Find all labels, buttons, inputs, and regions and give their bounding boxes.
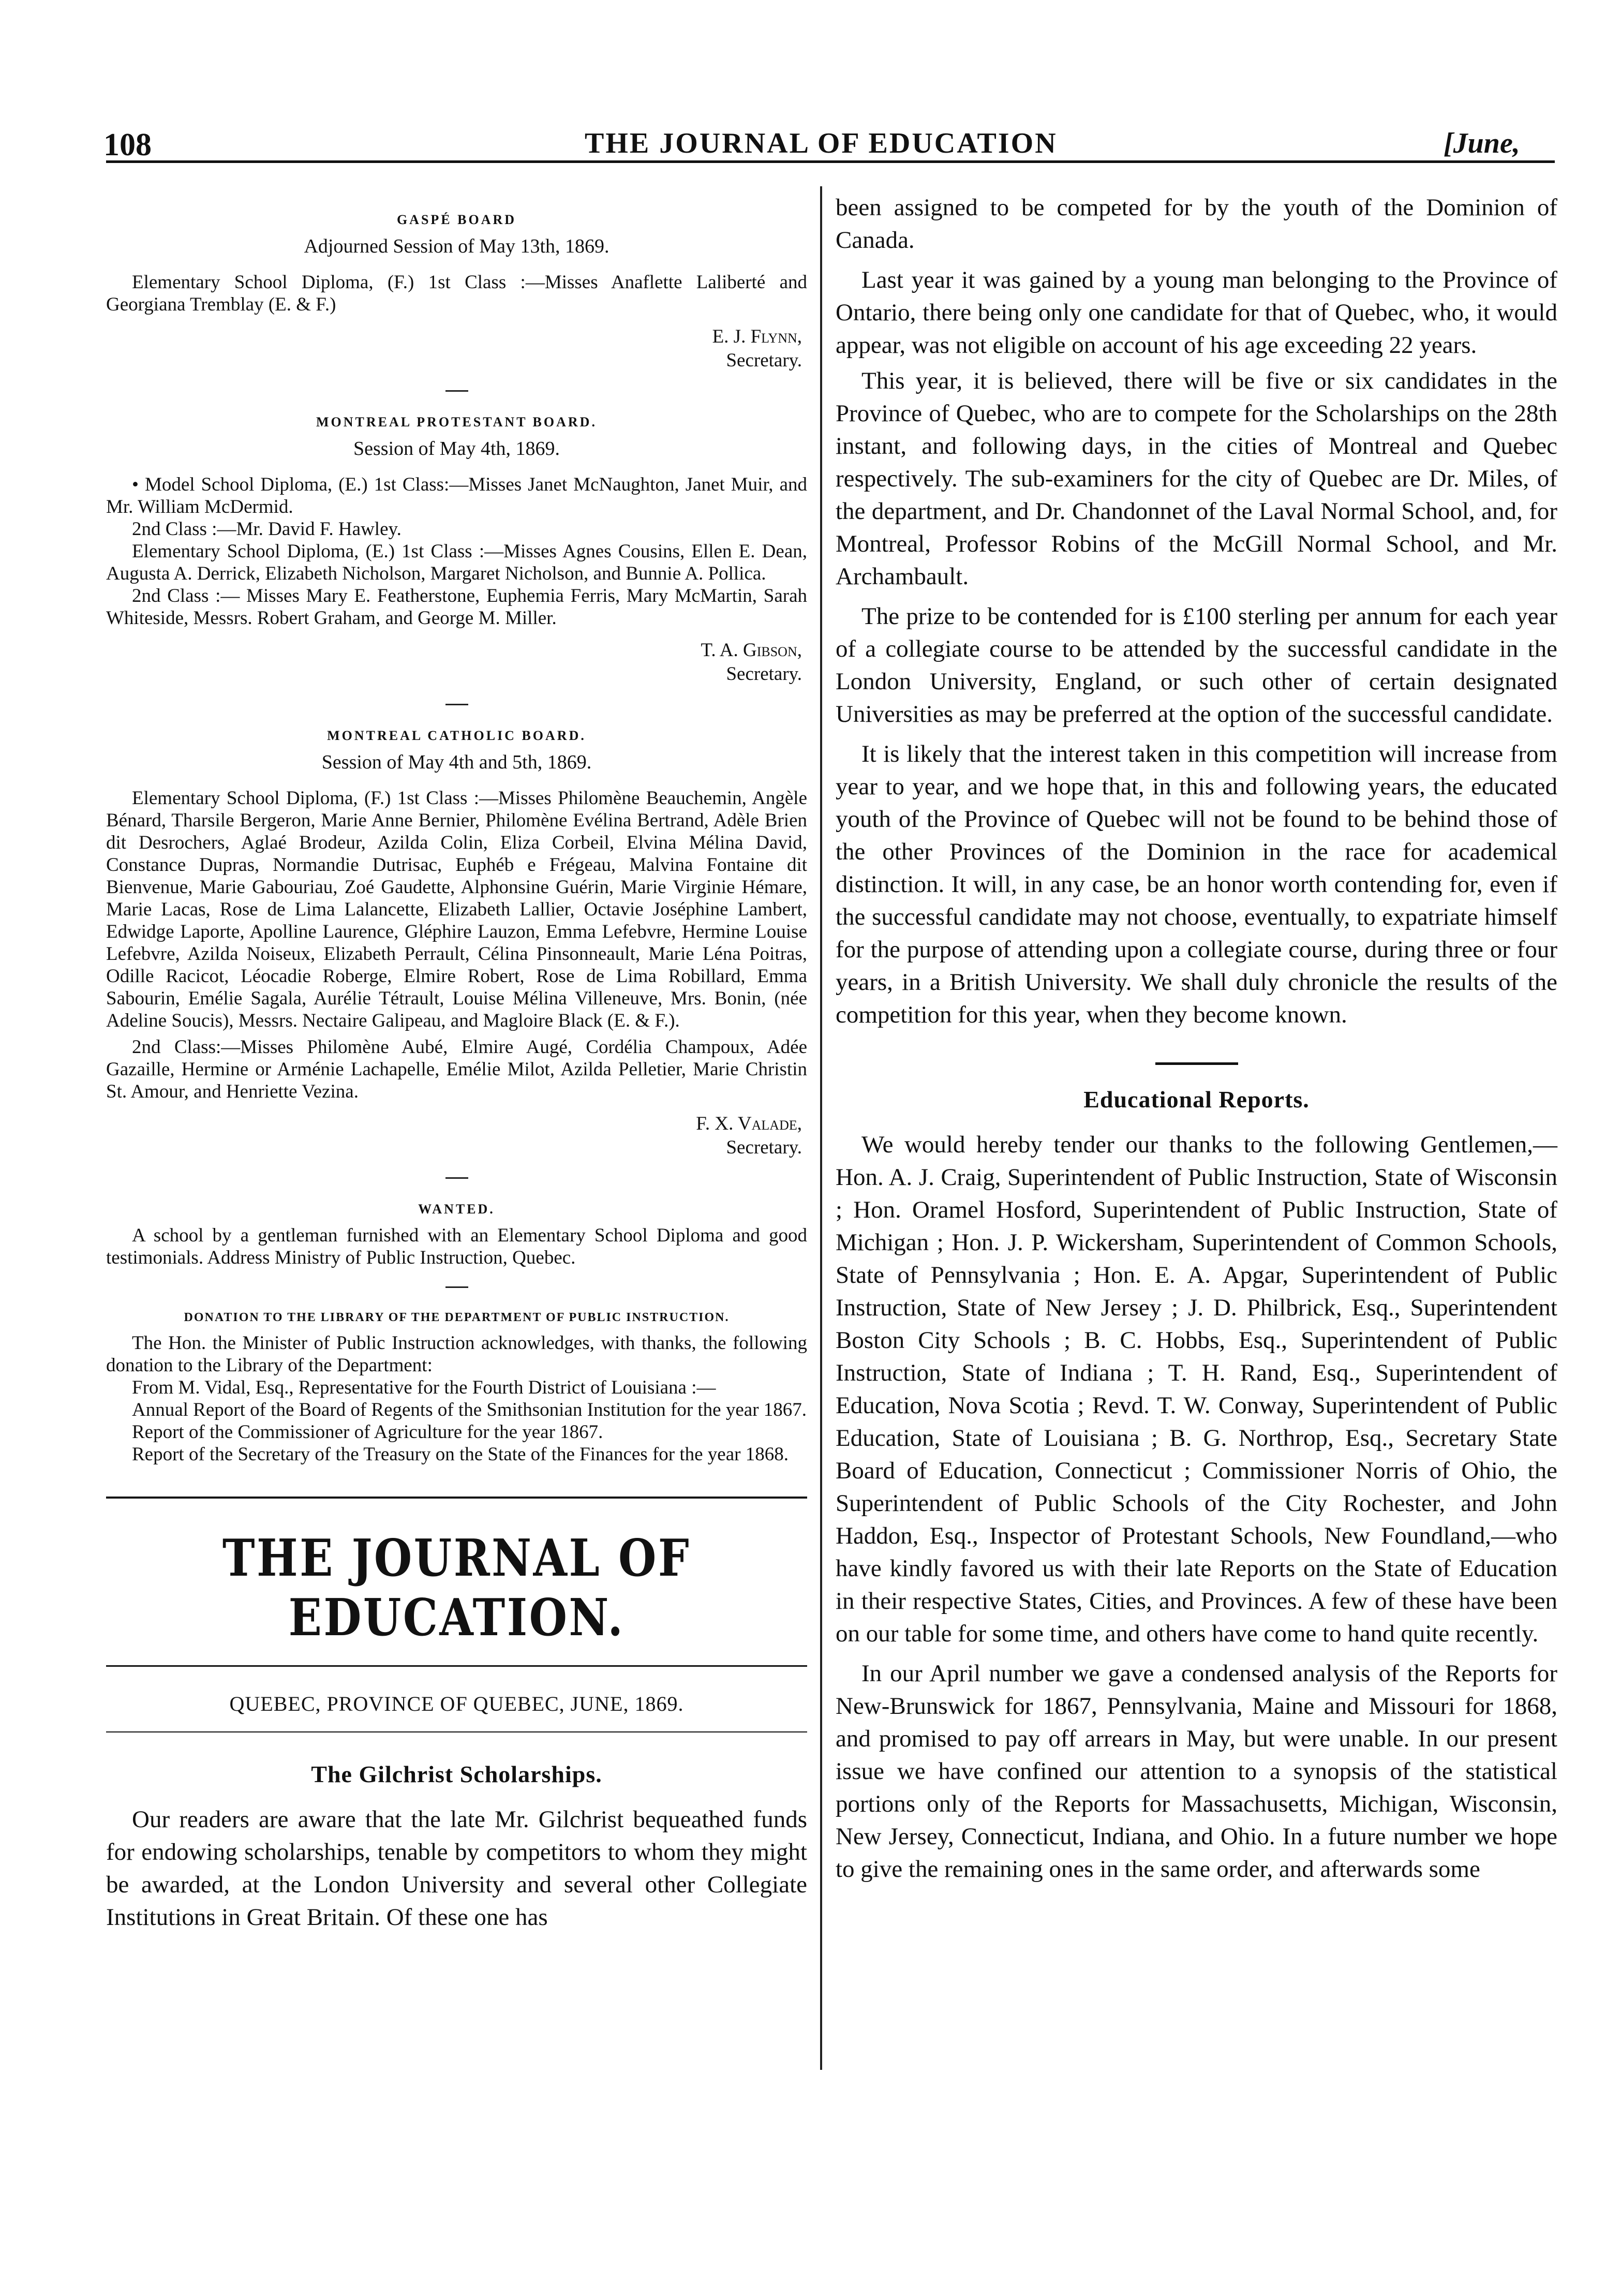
- second-class-paragraph: 2nd Class :—Mr. David F. Hawley.: [132, 519, 402, 540]
- thanks-paragraph: We would hereby tender our thanks to the following Gentlemen,—Hon. A. J. Craig, Superintendent of Public Instruction, State of Wisconsin ; Hon. Oramel Hosford, Superintendent of Public Instruction, State of Michigan ; Hon. J. P. Wickersham, Superintendent of Common Schools, State of Pennsylvania ; Hon. E. A. Apgar, Superintendent of Public Instruction, State of New Jersey ; J. D. Philbrick, Esq., Superintendent Boston City Schools ; B. C. Hobbs, Esq., Superintendent of Public Instruction, State of Indiana ; T. H. Rand, Esq., Superintendent of Education, Nova Scotia ; Revd. T. W. Conway, Superintendent of Public Education, State of Louisiana ; B. G. Northrop, Esq., Secretary State Board of Education, Connecticut ; Commissioner Norris of Ohio, the Superintendent of Public Schools of the City Rochester, and John Haddon, Esq., Inspector of Protestant Schools, New Foundland,—who have kindly favored us with their late Reports on the State of Education in their respective States, Cities, and Provinces. A few of these have been on our table for some time, and others have come to hand quite recently.: [836, 1131, 1557, 1647]
- catholic-signer: F. X. Valade,: [696, 1113, 802, 1134]
- april-number-paragraph: In our April number we gave a condensed analysis of the Reports for New-Brunswick for 1867, Pennsylvania, Maine and Missouri for 1868, and promised to pay off arrears in May, but were unable. In our present issue we have confined our attention to a synopsis of the statistical portions only of the Reports for Massachusetts, Michigan, Wisconsin, New Jersey, Connecticut, Indiana, and Ohio. In a future number we hope to give the remaining ones in the same order, and afterwards some: [836, 1660, 1557, 1883]
- catholic-second-class-paragraph: 2nd Class:—Misses Philomène Aubé, Elmire Augé, Cordélia Champoux, Adée Gazaille, Hermine or Arménie Lachapelle, Emélie Milot, Azilda Pelletier, Marie Christin St. Amour, and Henriette Vezina.: [106, 1036, 807, 1102]
- gaspe-board-title: GASPÉ BOARD: [396, 212, 517, 227]
- montreal-catholic-section: [106, 728, 807, 1179]
- donation-acknowledgement: The Hon. the Minister of Public Instruction acknowledges, with thanks, the following donation to the Library of the Department:: [106, 1332, 807, 1376]
- gaspe-diploma-paragraph: Elementary School Diploma, (F.) 1st Class :—Misses Anaflette Laliberté and Georgiana Tremblay (E. & F.): [106, 272, 807, 315]
- section-dash: [445, 704, 468, 705]
- wanted-section: [106, 1202, 807, 1288]
- educational-reports-heading: Educational Reports.: [1083, 1086, 1310, 1113]
- header-rule: [106, 160, 1555, 163]
- gilchrist-heading: The Gilchrist Scholarships.: [311, 1761, 602, 1787]
- this-year-paragraph: This year, it is believed, there will be five or six candidates in the Province of Quebec, who are to compete for the Scholarships on the 28th instant, and following days, in the cities of Montreal and Quebec respectively. The sub-examiners for the city of Quebec are Dr. Miles, of the department, and Dr. Chandonnet of the Laval Normal School, and, for Montreal, Professor Robins of the McGill Normal School, and Mr. Archambault.: [836, 367, 1557, 590]
- gaspe-signer-role: Secretary.: [726, 350, 802, 371]
- donation-section: [106, 1311, 807, 1465]
- gaspe-signer: E. J. Flynn,: [712, 326, 802, 347]
- montreal-catholic-title: MONTREAL CATHOLIC BOARD.: [327, 728, 586, 743]
- second-class-elementary-paragraph: 2nd Class :— Misses Mary E. Featherstone, Euphemia Ferris, Mary McMartin, Sarah Whiteside, Messrs. Robert Graham, and George M. Miller.: [106, 585, 807, 629]
- section-dash: [445, 390, 468, 392]
- donation-item-treasury: Report of the Secretary of the Treasury on the State of the Finances for the year 1868.: [132, 1444, 789, 1465]
- left-column: [106, 191, 807, 1934]
- running-month: [June,: [1444, 127, 1520, 159]
- montreal-protestant-session: Session of May 4th, 1869.: [353, 438, 560, 460]
- running-title: THE JOURNAL OF EDUCATION: [585, 127, 1058, 159]
- elementary-school-paragraph: Elementary School Diploma, (E.) 1st Class :—Misses Agnes Cousins, Ellen E. Dean, Augusta A. Derrick, Elizabeth Nicholson, Margaret Nicholson, and Bunnie A. Pollica.: [106, 541, 807, 584]
- montreal-protestant-title: MONTREAL PROTESTANT BOARD.: [316, 414, 597, 429]
- dateline-rule: [106, 1731, 807, 1732]
- column-divider: [820, 186, 822, 2070]
- protestant-signer-role: Secretary.: [726, 663, 802, 685]
- section-dash: [445, 1177, 468, 1179]
- catholic-signature: [106, 1112, 802, 1160]
- protestant-signer: T. A. Gibson,: [701, 640, 802, 661]
- donation-from: From M. Vidal, Esq., Representative for the Fourth District of Louisiana :—: [132, 1377, 716, 1398]
- journal-masthead: THE JOURNAL OF EDUCATION.: [222, 1529, 691, 1648]
- gaspe-board-session: Adjourned Session of May 13th, 1869.: [304, 235, 609, 257]
- catholic-signer-role: Secretary.: [726, 1137, 802, 1158]
- gilchrist-paragraph: Our readers are aware that the late Mr. Gilchrist bequeathed funds for endowing scholarships, tenable by competitors to whom they might be awarded, at the London University and several other Collegiate Institutions in Great Britain. Of these one has: [106, 1806, 807, 1931]
- wanted-title: WANTED.: [418, 1202, 495, 1217]
- interest-paragraph: It is likely that the interest taken in this competition will increase from year to year, and we hope that, in this and following years, the educated youth of the Province of Quebec will not be found to be behind those of the other Provinces of the Dominion in the race for academical distinction. It will, in any case, be an honor worth contending for, even if the successful candidate may not choose, eventually, to expatriate himself for the purpose of attending upon a collegiate course, during three or four years, in a British University. We shall duly chronicle the results of the competition for this year, when they become known.: [836, 740, 1557, 1028]
- donation-title: DONATION TO THE LIBRARY OF THE DEPARTMENT OF PUBLIC INSTRUCTION.: [184, 1311, 730, 1324]
- right-column: [836, 191, 1557, 1886]
- gaspe-signature: [106, 325, 802, 373]
- model-school-paragraph: • Model School Diploma, (E.) 1st Class:—Misses Janet McNaughton, Janet Muir, and Mr. William McDermid.: [106, 474, 807, 517]
- donation-item-smithsonian: Annual Report of the Board of Regents of the Smithsonian Institution for the year 1867.: [132, 1399, 807, 1420]
- donation-item-agriculture: Report of the Commissioner of Agriculture for the year 1867.: [132, 1421, 603, 1443]
- prize-paragraph: The prize to be contended for is £100 sterling per annum for each year of a collegiate course to be attended by the successful candidate in the London University, England, or such other of certain designated Universities as may be preferred at the option of the successful candidate.: [836, 603, 1557, 728]
- last-year-paragraph: Last year it was gained by a young man belonging to the Province of Ontario, there being only one candidate for that of Quebec, who, it would appear, was not eligible on account of his age exceeding 22 years.: [836, 266, 1557, 359]
- montreal-protestant-section: [106, 414, 807, 705]
- page-number: 108: [103, 127, 152, 162]
- protestant-signature: [106, 639, 802, 686]
- section-rule: [1155, 1062, 1238, 1065]
- section-dash: [445, 1286, 468, 1288]
- masthead-rule-bottom: [106, 1665, 807, 1667]
- gilchrist-continued-paragraph: been assigned to be competed for by the youth of the Dominion of Canada.: [836, 194, 1557, 254]
- running-head: [0, 111, 1606, 173]
- wanted-text: A school by a gentleman furnished with an Elementary School Diploma and good testimonials. Address Ministry of Public Instruction, Quebec.: [106, 1225, 807, 1268]
- masthead-rule-top: [106, 1497, 807, 1499]
- gaspe-board-section: [106, 212, 807, 392]
- catholic-first-class-paragraph: Elementary School Diploma, (F.) 1st Class :—Misses Philomène Beauchemin, Angèle Bénard, Tharsile Bergeron, Marie Anne Bernier, Philomène Evélina Bertrand, Adèle Brien dit Desrochers, Aglaé Brodeur, Azilda Colin, Eliza Corbeil, Elvina Mélina David, Constance Dupras, Normandie Dutrisac, Euphéb e Frégeau, Malvina Fontaine dit Bienvenue, Marie Gabouriau, Zoé Gaudette, Alphonsine Guérin, Marie Virginie Hémare, Marie Lacas, Rose de Lima Lalancette, Elizabeth Lallier, Octavie Joséphine Lambert, Edwidge Laporte, Apolline Laurence, Gléphire Lauzon, Emma Lefebvre, Hermine Louise Lefebvre, Azilda Noiseux, Elizabeth Perrault, Célina Pinsonneault, Marie Léna Poitras, Odille Racicot, Léocadie Roberge, Elmire Robert, Rose de Lima Robillard, Emma Sabourin, Emélie Sagala, Aurélie Tétrault, Louise Mélina Villeneuve, Mrs. Bonin, (née Adeline Soucis), Messrs. Nectaire Galipeau, and Magloire Black (E. & F.).: [106, 788, 807, 1031]
- dateline: QUEBEC, PROVINCE OF QUEBEC, JUNE, 1869.: [229, 1692, 684, 1715]
- montreal-catholic-session: Session of May 4th and 5th, 1869.: [321, 751, 592, 773]
